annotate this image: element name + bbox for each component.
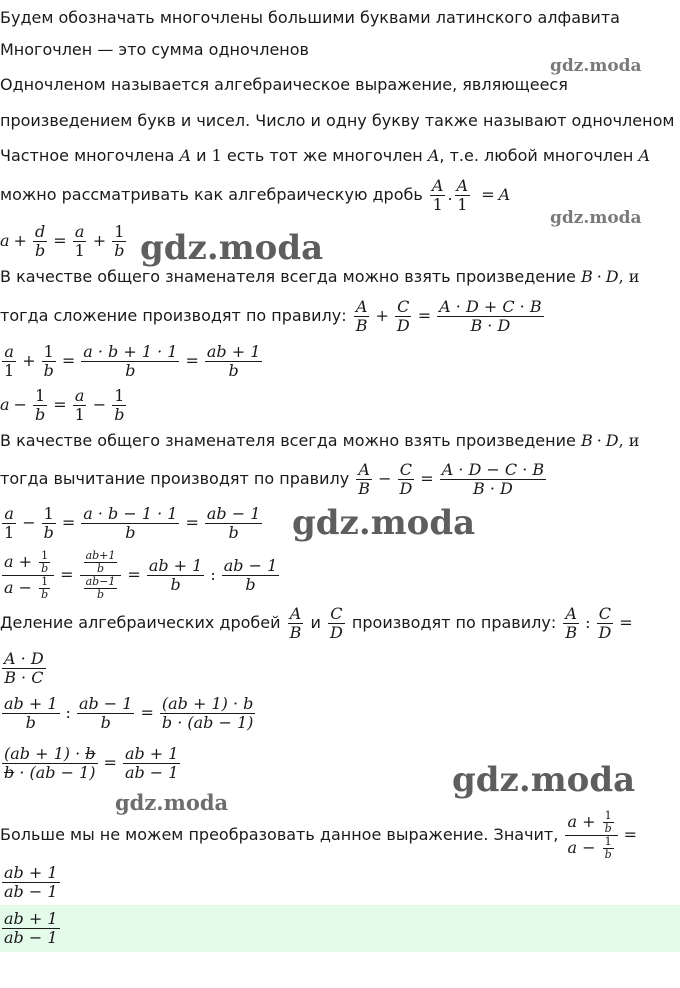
formula-1: a + $\frac{d}{b}$ = $\frac{a}{1}$ + $\frac{1}{b}$ (0, 222, 125, 260)
watermark: gdz.moda (550, 208, 642, 228)
answer-highlight (0, 905, 680, 952)
text-line-5b: и (196, 146, 207, 165)
formula-9: $\frac{ab + 1}{ab - 1}$ (4, 863, 58, 901)
watermark: gdz.moda (140, 228, 324, 268)
text-line-11b: и (310, 613, 321, 632)
text-line-1: Будем обозначать многочлены большими буквами латинского алфавита (0, 8, 620, 27)
text-line-12: Больше мы не можем преобразовать данное выражение. Значит, a + $\frac{1}{b}$ a − $\frac{1}{b}$ = (0, 809, 638, 861)
text-line-5c: есть тот же многочлен (226, 146, 423, 165)
formula-7: $\frac{ab + 1}{b}$ : $\frac{ab - 1}{b}$ = $\frac{(ab + 1) \cdot b}{b \cdot (ab - 1)}$ (4, 694, 254, 732)
text-line-8: тогда сложение производят по правилу: $\frac{A}{B}$ + $\frac{C}{D}$ = $\frac{A \cdot D + C \cdot B}{B \cdot D}$ (0, 297, 542, 335)
text-line-5d: , т.е. любой многочлен (439, 146, 634, 165)
text-line-2: Многочлен — это сумма одночленов (0, 40, 309, 59)
watermark: gdz.moda (292, 503, 476, 543)
text-line-7: В качестве общего знаменателя всегда можно взять произведение B · D, и (0, 267, 640, 286)
formula-3: a − $\frac{1}{b}$ = $\frac{a}{1}$ − $\frac{1}{b}$ (0, 386, 125, 424)
formula-4: $\frac{a}{1}$ − $\frac{1}{b}$ = $\frac{a \cdot b - 1 \cdot 1}{b}$ = $\frac{ab - 1}{b}$ (4, 504, 261, 542)
fraction: $\frac{A}{1}$ (456, 176, 469, 214)
watermark: gdz.moda (115, 790, 229, 815)
text-line-12-label: Больше мы не можем преобразовать данное выражение. Значит, (0, 825, 559, 844)
text-line-11c: производят по правилу: (351, 613, 557, 632)
text-line-11a: Деление алгебраических дробей (0, 613, 281, 632)
text-line-3: Одночленом называется алгебраическое выражение, являющееся (0, 75, 568, 94)
math-var: A (179, 146, 192, 165)
formula-6: $\frac{A \cdot D}{B \cdot C}$ (4, 649, 44, 687)
text-line-9-label: В качестве общего знаменателя всегда можно взять произведение (0, 431, 576, 450)
text-line-4: произведением букв и чисел. Число и одну букву также называют одночленом (0, 111, 675, 130)
math-num: 1 (211, 146, 222, 165)
text-line-8-label: тогда сложение производят по правилу: (0, 306, 347, 325)
math-var: A (638, 146, 650, 165)
math-var: A (427, 146, 440, 165)
text-line-10-label: тогда вычитание производят по правилу (0, 469, 350, 488)
formula-8: $\frac{(ab + 1) \cdot b}{b \cdot (ab - 1)}$ = $\frac{ab + 1}{ab - 1}$ (4, 744, 179, 782)
text-line-6: можно рассматривать как алгебраическую дробь $\frac{A}{1}$ . $\frac{A}{1}$ = A (0, 176, 511, 214)
watermark: gdz.moda (550, 56, 642, 76)
text-line-5a: Частное многочлена (0, 146, 175, 165)
watermark: gdz.moda (452, 760, 636, 800)
fraction: $\frac{A}{1}$ (431, 176, 444, 214)
text-line-5 (0, 146, 650, 166)
text-line-7-label: В качестве общего знаменателя всегда можно взять произведение (0, 267, 576, 286)
final-answer: $\frac{ab + 1}{ab - 1}$ (4, 909, 58, 947)
text-line-11: Деление алгебраических дробей $\frac{A}{B}$ и $\frac{C}{D}$ производят по правилу: $\frac{A}{B}$ : $\frac{C}{D}$ = (0, 604, 633, 642)
text-line-9: В качестве общего знаменателя всегда можно взять произведение B · D, и (0, 431, 640, 450)
formula-2: $\frac{a}{1}$ + $\frac{1}{b}$ = $\frac{a \cdot b + 1 \cdot 1}{b}$ = $\frac{ab + 1}{b}$ (4, 342, 261, 380)
text-line-10: тогда вычитание производят по правилу $\frac{A}{B}$ − $\frac{C}{D}$ = $\frac{A \cdot D - C \cdot B}{B \cdot D}$ (0, 460, 545, 498)
text-line-6-label: можно рассматривать как алгебраическую дробь (0, 185, 423, 204)
formula-5: a + $\frac{1}{b}$ a − $\frac{1}{b}$ = $\frac{\frac{ab+1}{b}}{\frac{ab-1}{b}}$ = $\frac{ab + 1}{b}$ : $\frac{ab - 1}{b}$ (4, 549, 278, 601)
